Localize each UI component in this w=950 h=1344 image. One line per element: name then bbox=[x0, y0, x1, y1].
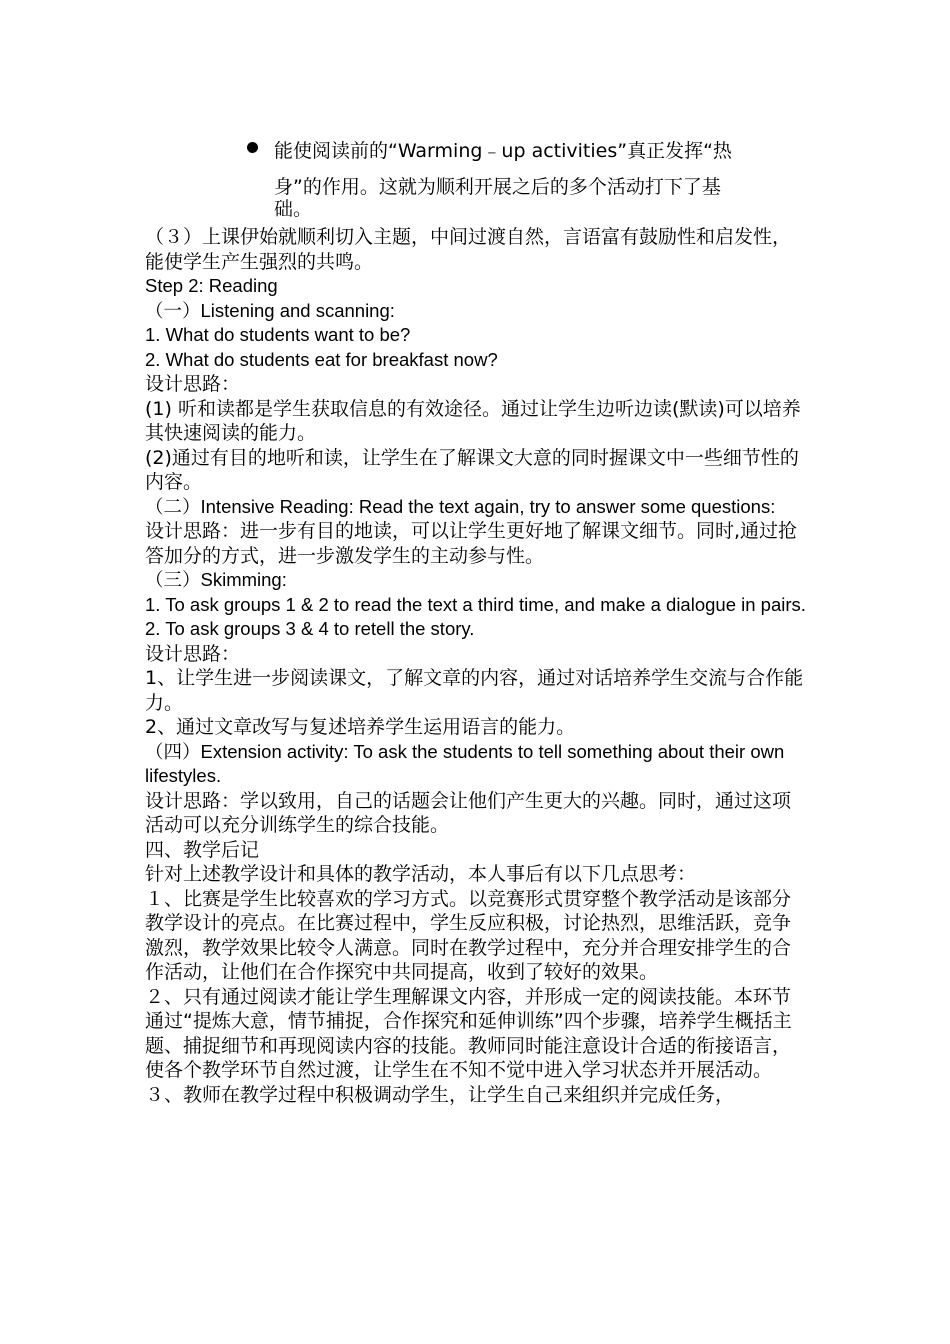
paragraph: (1) 听和读都是学生获取信息的有效途径。通过让学生边听边读(默读)可以培养其快速阅读的能力。 bbox=[145, 397, 801, 444]
task-item: 2. To ask groups 3 & 4 to retell the story. bbox=[145, 618, 475, 639]
paragraph: 针对上述教学设计和具体的教学活动，本人事后有以下几点思考： bbox=[145, 863, 697, 885]
step-heading: Step 2: Reading bbox=[145, 275, 278, 296]
bullet-line: 础。 bbox=[274, 198, 313, 220]
section-heading: （一）Listening and scanning: bbox=[145, 299, 395, 321]
section-heading: （二）Intensive Reading: Read the text again, try to answer some questions: bbox=[145, 495, 776, 517]
paragraph: 1、让学生进一步阅读课文，了解文章的内容，通过对话培养学生交流与合作能力。 bbox=[145, 667, 804, 714]
bullet-line: 身”的作用。这就为顺利开展之后的多个活动打下了基 bbox=[274, 176, 721, 198]
paragraph: ３、教师在教学过程中积极调动学生，让学生自己来组织并完成任务， bbox=[145, 1083, 735, 1106]
paragraph: (2)通过有目的地听和读，让学生在了解课文大意的同时握课文中一些细节性的内容。 bbox=[145, 446, 799, 493]
section-title: 四、教学后记 bbox=[145, 838, 260, 861]
section-heading: （三）Skimming: bbox=[145, 569, 287, 590]
design-idea-label: 设计思路： bbox=[145, 373, 241, 395]
bullet-line: 能使阅读前的“Warming﹣up activities”真正发挥“热 bbox=[274, 140, 732, 162]
question: 2. What do students eat for breakfast now? bbox=[145, 348, 498, 370]
bullet-item bbox=[245, 133, 810, 219]
task-item: 1. To ask groups 1 & 2 to read the text a third time, and make a dialogue in pairs. bbox=[145, 593, 806, 615]
paragraph: （３）上课伊始就顺利切入主题，中间过渡自然，言语富有鼓励性和启发性，能使学生产生强烈的共鸣。 bbox=[145, 226, 792, 273]
paragraph: ２、只有通过阅读才能让学生理解课文内容，并形成一定的阅读技能。本环节通过“提炼大意，情节捕捉，合作探究和延伸训练”四个步骤，培养学生概括主题、捕捉细节和再现阅读内容的技能。教师同时能注意设计合适的衔接语言，使各个教学环节自然过渡，让学生在不知不觉中进入学习状态并开展活动。 bbox=[145, 985, 792, 1081]
paragraph: 2、通过文章改写与复述培养学生运用语言的能力。 bbox=[145, 716, 576, 738]
document-body bbox=[145, 225, 807, 1107]
paragraph: １、比赛是学生比较喜欢的学习方式。以竞赛形式贯穿整个教学活动是该部分教学设计的亮点。在比赛过程中，学生反应积极，讨论热烈，思维活跃，竞争激烈，教学效果比较令人满意。同时在教学过程中，充分并合理安排学生的合作活动，让他们在合作探究中共同提高，收到了较好的效果。 bbox=[145, 887, 792, 983]
paragraph: 设计思路：学以致用，自己的话题会让他们产生更大的兴趣。同时，通过这项活动可以充分训练学生的综合技能。 bbox=[145, 789, 792, 836]
bullet-dot-icon bbox=[247, 142, 258, 153]
design-idea-label: 设计思路： bbox=[145, 642, 241, 665]
paragraph: 设计思路：进一步有目的地读，可以让学生更好地了解课文细节。同时,通过抢答加分的方式，进一步激发学生的主动参与性。 bbox=[145, 520, 798, 567]
question: 1. What do students want to be? bbox=[145, 324, 411, 345]
section-heading: （四）Extension activity: To ask the students to tell something about their own lifestyles. bbox=[145, 740, 785, 786]
